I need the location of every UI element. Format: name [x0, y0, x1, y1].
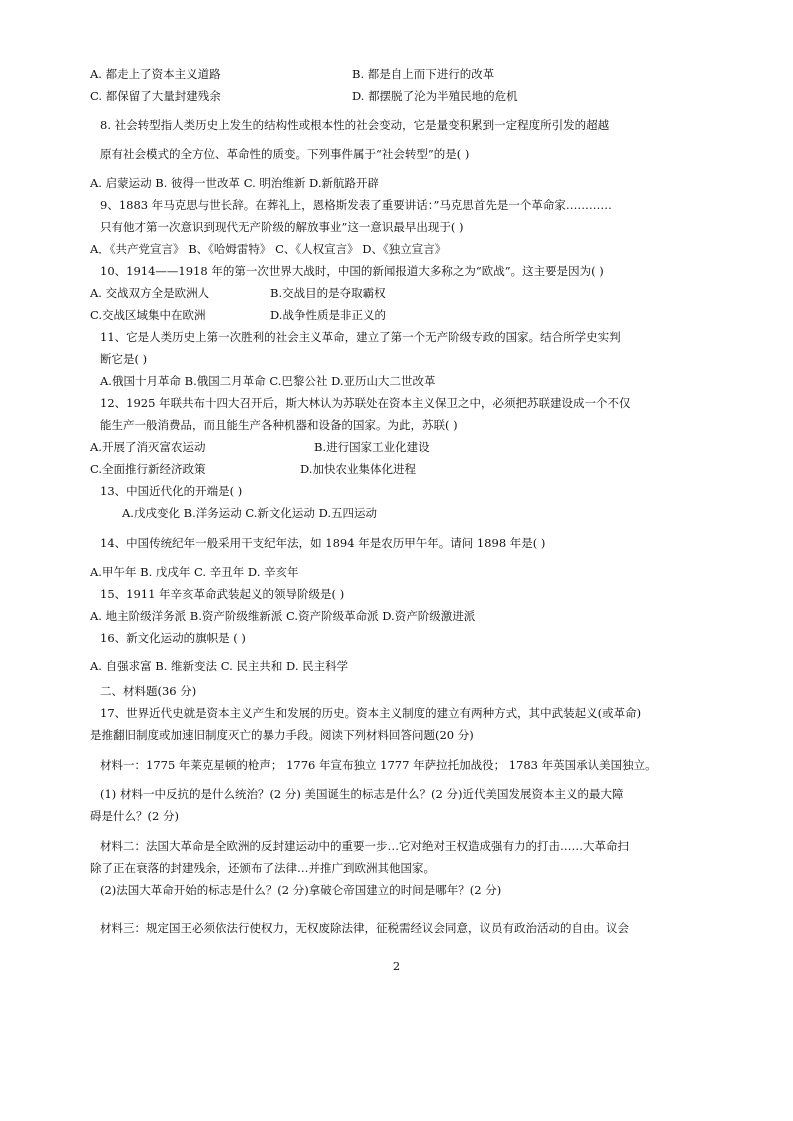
q10-options-row2: [90, 307, 710, 323]
q7-option-c: C. 都保留了大量封建残余: [90, 89, 221, 103]
q7-option-b: B. 都是自上而下进行的改革: [352, 67, 495, 81]
q17-intro-line2: 是推翻旧制度或加速旧制度灭亡的暴力手段。阅读下列材料回答问题(20 分): [90, 728, 474, 742]
q11-stem-line1: 11、它是人类历史上第一次胜利的社会主义革命，建立了第一个无产阶级专政的国家。结合所学史实判: [100, 330, 621, 344]
q8-options: A. 启蒙运动 B. 彼得一世改革 C. 明治维新 D.新航路开辟: [90, 176, 380, 190]
material-2-line1: 材料二：法国大革命是全欧洲的反封建运动中的重要一步…它对绝对王权造成强有力的打击……大革命扫: [100, 839, 629, 853]
q10-option-a: A. 交战双方全是欧洲人: [90, 286, 210, 300]
q10-option-c: C.交战区域集中在欧洲: [90, 308, 206, 322]
q10-stem: 10、1914——1918 年的第一次世界大战时，中国的新闻报道大多称之为“欧战”。这主要是因为( ): [100, 264, 604, 278]
q12-options-row2: [90, 461, 710, 477]
material-1: 材料一：1775 年莱克星顿的枪声； 1776 年宣布独立 1777 年萨拉托加战役； 1783 年英国承认美国独立。: [100, 758, 657, 772]
q12-option-b: B.进行国家工业化建设: [314, 440, 430, 454]
q13-options: A.戊戌变化 B.洋务运动 C.新文化运动 D.五四运动: [122, 506, 378, 520]
q12-stem-line1: 12、1925 年联共布十四大召开后，斯大林认为苏联处在资本主义保卫之中，必须把苏联建设成一个不仅: [100, 396, 631, 410]
q16-options: A. 自强求富 B. 维新变法 C. 民主共和 D. 民主科学: [90, 659, 349, 673]
q14-options: A.甲午年 B. 戊戌年 C. 辛丑年 D. 辛亥年: [90, 565, 299, 579]
section-heading-materials: 二、材料题(36 分): [100, 684, 197, 698]
q7-option-d: D. 都摆脱了沦为半殖民地的危机: [352, 89, 518, 103]
q10-option-b: B.交战目的是夺取霸权: [270, 286, 386, 300]
q17-intro-line1: 17、世界近代史就是资本主义产生和发展的历史。资本主义制度的建立有两种方式，其中武装起义(或革命): [100, 706, 642, 720]
q9-stem-line1: 9、1883 年马克思与世长辞。在葬礼上，恩格斯发表了重要讲话：”马克思首先是一个革命家…………: [100, 198, 612, 212]
material-2-question: (2)法国大革命开始的标志是什么？(2 分)拿破仑帝国建立的时间是哪年？(2 分): [100, 883, 502, 897]
q12-options-row1: [90, 439, 710, 455]
q11-options: A.俄国十月革命 B.俄国二月革命 C.巴黎公社 D.亚历山大二世改革: [100, 374, 436, 388]
q9-stem-line2: 只有他才第一次意识到现代无产阶级的解放事业”这一意识最早出现于( ): [100, 220, 464, 234]
q12-option-d: D.加快农业集体化进程: [300, 462, 416, 476]
material-2-line2: 除了正在衰落的封建残余，还颁布了法律…并推广到欧洲其他国家。: [90, 861, 435, 875]
material-1-question-line2: 碍是什么？(2 分): [90, 809, 179, 823]
material-3-line1: 材料三：规定国王必须依法行使权力，无权废除法律，征税需经议会同意，议员有政治活动的自由。议会: [100, 921, 629, 935]
q7-options-row1: [90, 66, 710, 82]
q16-stem: 16、新文化运动的旗帜是 ( ): [100, 631, 246, 645]
q7-option-a: A. 都走上了资本主义道路: [90, 67, 221, 81]
q13-stem: 13、中国近代化的开端是( ): [100, 484, 243, 498]
q8-stem-line1: 8. 社会转型指人类历史上发生的结构性或根本性的社会变动，它是量变积累到一定程度所引发的超越: [100, 118, 610, 132]
q11-stem-line2: 断它是( ): [100, 352, 148, 366]
q15-stem: 15、1911 年辛亥革命武装起义的领导阶级是( ): [100, 587, 345, 601]
q10-option-d: D.战争性质是非正义的: [270, 308, 386, 322]
q9-options: A．《共产党宣言》 B、《哈姆雷特》 C、《人权宣言》 D、《独立宣言》: [90, 242, 447, 256]
q14-stem: 14、中国传统纪年一般采用干支纪年法，如 1894 年是农历甲午年。请问 1898 年是( ): [100, 536, 546, 550]
page-number: 2: [392, 959, 401, 973]
material-1-question-line1: (1) 材料一中反抗的是什么统治？(2 分) 美国诞生的标志是什么？(2 分)近代美国发展资本主义的最大障: [100, 787, 624, 801]
q8-stem-line2: 原有社会模式的全方位、革命性的质变。下列事件属于“社会转型”的是( ): [100, 147, 470, 161]
q15-options: A. 地主阶级洋务派 B.资产阶级维新派 C.资产阶级革命派 D.资产阶级激进派: [90, 609, 476, 623]
q7-options-row2: [90, 88, 710, 104]
q12-option-c: C.全面推行新经济政策: [90, 462, 206, 476]
q12-stem-line2: 能生产一般消费品，而且能生产各种机器和设备的国家。为此，苏联( ): [100, 418, 458, 432]
q10-options-row1: [90, 285, 710, 301]
q12-option-a: A.开展了消灭富农运动: [90, 440, 206, 454]
